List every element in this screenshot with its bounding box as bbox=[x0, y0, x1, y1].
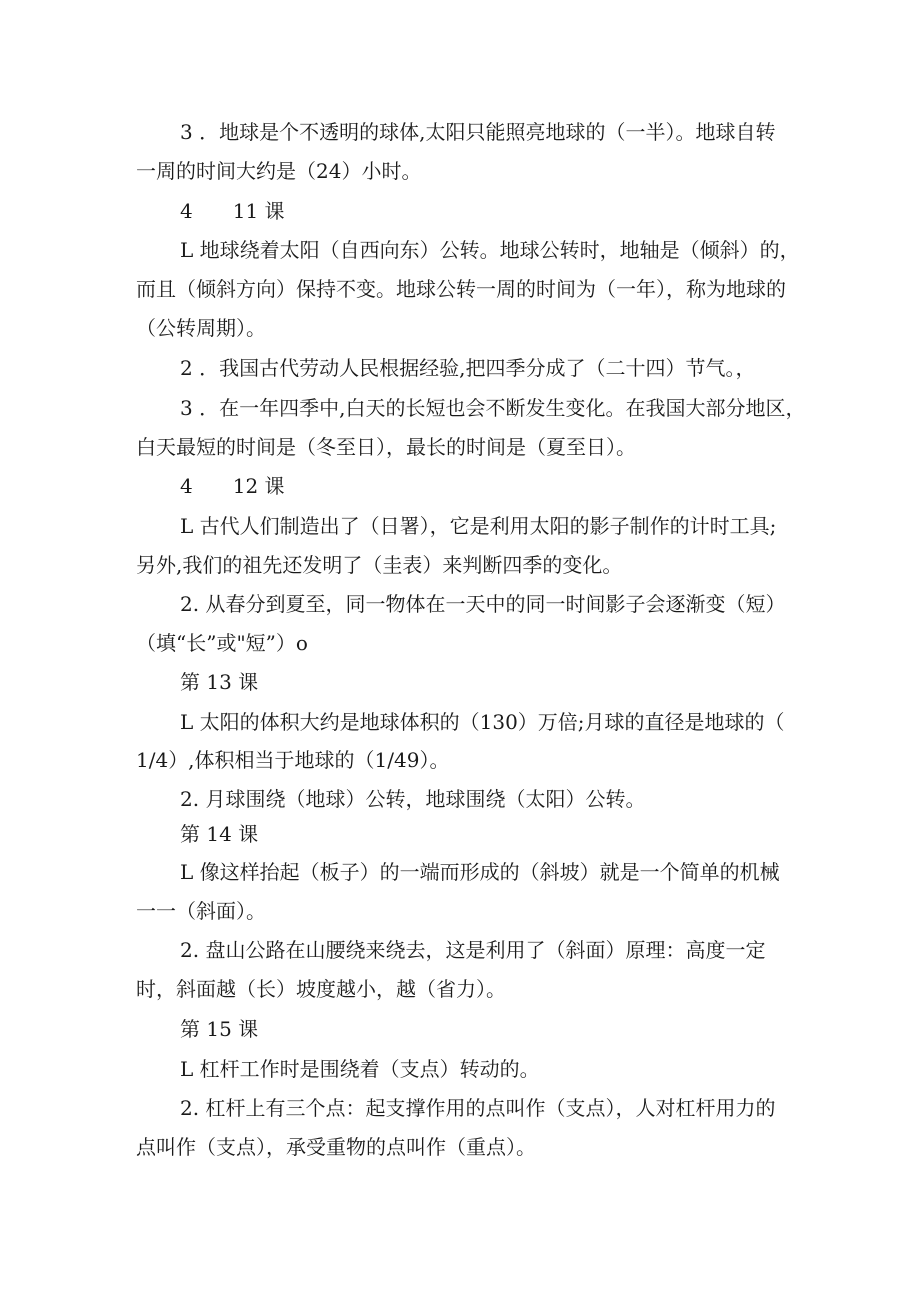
text-line: （公转周期）。 bbox=[136, 316, 266, 340]
text-line: L 像这样抬起（板子）的一端而形成的（斜坡）就是一个简单的机械 bbox=[180, 860, 780, 884]
text-line: 白天最短的时间是（冬至日），最长的时间是（夏至日）。 bbox=[136, 435, 636, 459]
section-heading: 第 14 课 bbox=[180, 822, 259, 846]
text-line: 3 ．在一年四季中,白天的长短也会不断发生变化。在我国大部分地区， bbox=[180, 396, 806, 420]
text-line: L 杠杆工作时是围绕着（支点）转动的。 bbox=[180, 1057, 540, 1081]
text-line: L 太阳的体积大约是地球体积的（130）万倍;月球的直径是地球的（ bbox=[180, 710, 785, 734]
text-line: L 古代人们制造出了（日署），它是利用太阳的影子制作的计时工具; bbox=[180, 514, 777, 538]
text-line: 点叫作（支点），承受重物的点叫作（重点）。 bbox=[136, 1135, 536, 1159]
text-line: 2. 盘山公路在山腰绕来绕去，这是利用了（斜面）原理：高度一定 bbox=[180, 938, 766, 962]
text-line: 而且（倾斜方向）保持不变。地球公转一周的时间为（一年），称为地球的 bbox=[136, 277, 786, 301]
text-line: 2 ．我国古代劳动人民根据经验,把四季分成了（二十四）节气。， bbox=[180, 356, 756, 380]
text-line: 一周的时间大约是（24）小时。 bbox=[136, 159, 422, 183]
section-heading: 第 13 课 bbox=[180, 670, 259, 694]
text-line: 一一（斜面）。 bbox=[136, 899, 266, 923]
text-line: 时，斜面越（长）坡度越小，越（省力）。 bbox=[136, 977, 506, 1001]
text-line: L 地球绕着太阳（自西向东）公转。地球公转时，地轴是（倾斜）的， bbox=[180, 238, 800, 262]
section-heading: 4 12 课 bbox=[180, 474, 285, 498]
text-line: 另外,我们的祖先还发明了（圭表）来判断四季的变化。 bbox=[136, 553, 623, 577]
text-line: 2. 从春分到夏至，同一物体在一天中的同一时间影子会逐渐变（短） bbox=[180, 592, 786, 616]
text-line: 2. 杠杆上有三个点：起支撑作用的点叫作（支点），人对杠杆用力的 bbox=[180, 1096, 776, 1120]
text-line: 3 ．地球是个不透明的球体,太阳只能照亮地球的（一半）。地球自转 bbox=[180, 120, 776, 144]
text-line: 2. 月球围绕（地球）公转，地球围绕（太阳）公转。 bbox=[180, 787, 646, 811]
text-line: （填“长”或"短”）o bbox=[136, 631, 308, 655]
section-heading: 第 15 课 bbox=[180, 1017, 259, 1041]
text-line: 1/4）,体积相当于地球的（1/49）。 bbox=[136, 748, 450, 772]
section-heading: 4 11 课 bbox=[180, 199, 285, 223]
